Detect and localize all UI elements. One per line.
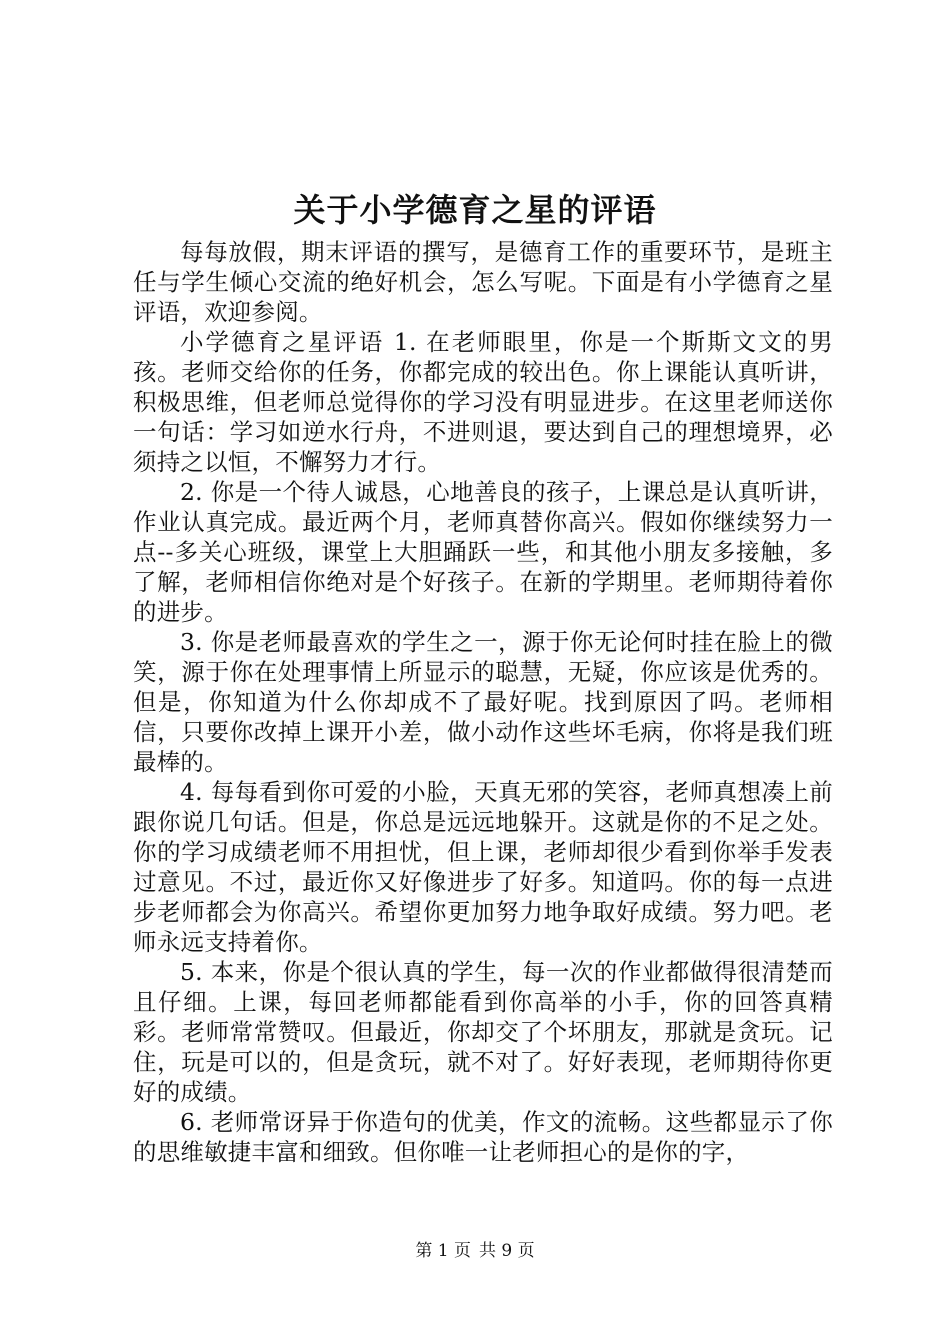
page-total: 共 9 页 — [479, 1241, 535, 1261]
paragraph-comment-6: 6. 老师常讶异于你造句的优美，作文的流畅。这些都显示了你的思维敏捷丰富和细致。但你唯一让老师担心的是你的字， — [133, 1108, 833, 1166]
paragraph-comment-3: 3. 你是老师最喜欢的学生之一，源于你无论何时挂在脸上的微笑，源于你在处理事情上所显示的聪慧，无疑，你应该是优秀的。但是，你知道为什么你却成不了最好呢。找到原因了吗。老师相信，只要你改掉上课开小差，做小动作这些坏毛病，你将是我们班最棒的。 — [133, 628, 833, 776]
paragraph-comment-2: 2. 你是一个待人诚恳，心地善良的孩子，上课总是认真听讲，作业认真完成。最近两个月，老师真替你高兴。假如你继续努力一点--多关心班级，课堂上大胆踊跃一些，和其他小朋友多接触，多了解，老师相信你绝对是个好孩子。在新的学期里。老师期待着你的进步。 — [133, 478, 833, 626]
paragraph-comment-4: 4. 每每看到你可爱的小脸，天真无邪的笑容，老师真想凑上前跟你说几句话。但是，你总是远远地躲开。这就是你的不足之处。你的学习成绩老师不用担忧，但上课，老师却很少看到你举手发表过意见。不过，最近你又好像进步了好多。知道吗。你的每一点进步老师都会为你高兴。希望你更加努力地争取好成绩。努力吧。老师永远支持着你。 — [133, 778, 833, 956]
paragraph-comment-1: 小学德育之星评语 1. 在老师眼里，你是一个斯斯文文的男孩。老师交给你的任务，你都完成的较出色。你上课能认真听讲，积极思维，但老师总觉得你的学习没有明显进步。在这里老师送你一句话：学习如逆水行舟，不进则退，要达到自己的理想境界，必须持之以恒，不懈努力才行。 — [133, 328, 833, 476]
document-title: 关于小学德育之星的评语 — [293, 191, 657, 229]
page-footer — [0, 1239, 950, 1263]
page-number: 第 1 页 — [415, 1241, 471, 1261]
paragraph-comment-5: 5. 本来，你是个很认真的学生，每一次的作业都做得很清楚而且仔细。上课，每回老师都能看到你高举的小手，你的回答真精彩。老师常常赞叹。但最近，你却交了个坏朋友，那就是贪玩。记住，玩是可以的，但是贪玩，就不对了。好好表现，老师期待你更好的成绩。 — [133, 958, 833, 1106]
paragraph-intro: 每每放假，期末评语的撰写，是德育工作的重要环节，是班主任与学生倾心交流的绝好机会，怎么写呢。下面是有小学德育之星评语，欢迎参阅。 — [133, 238, 833, 326]
document-body — [133, 237, 833, 1167]
